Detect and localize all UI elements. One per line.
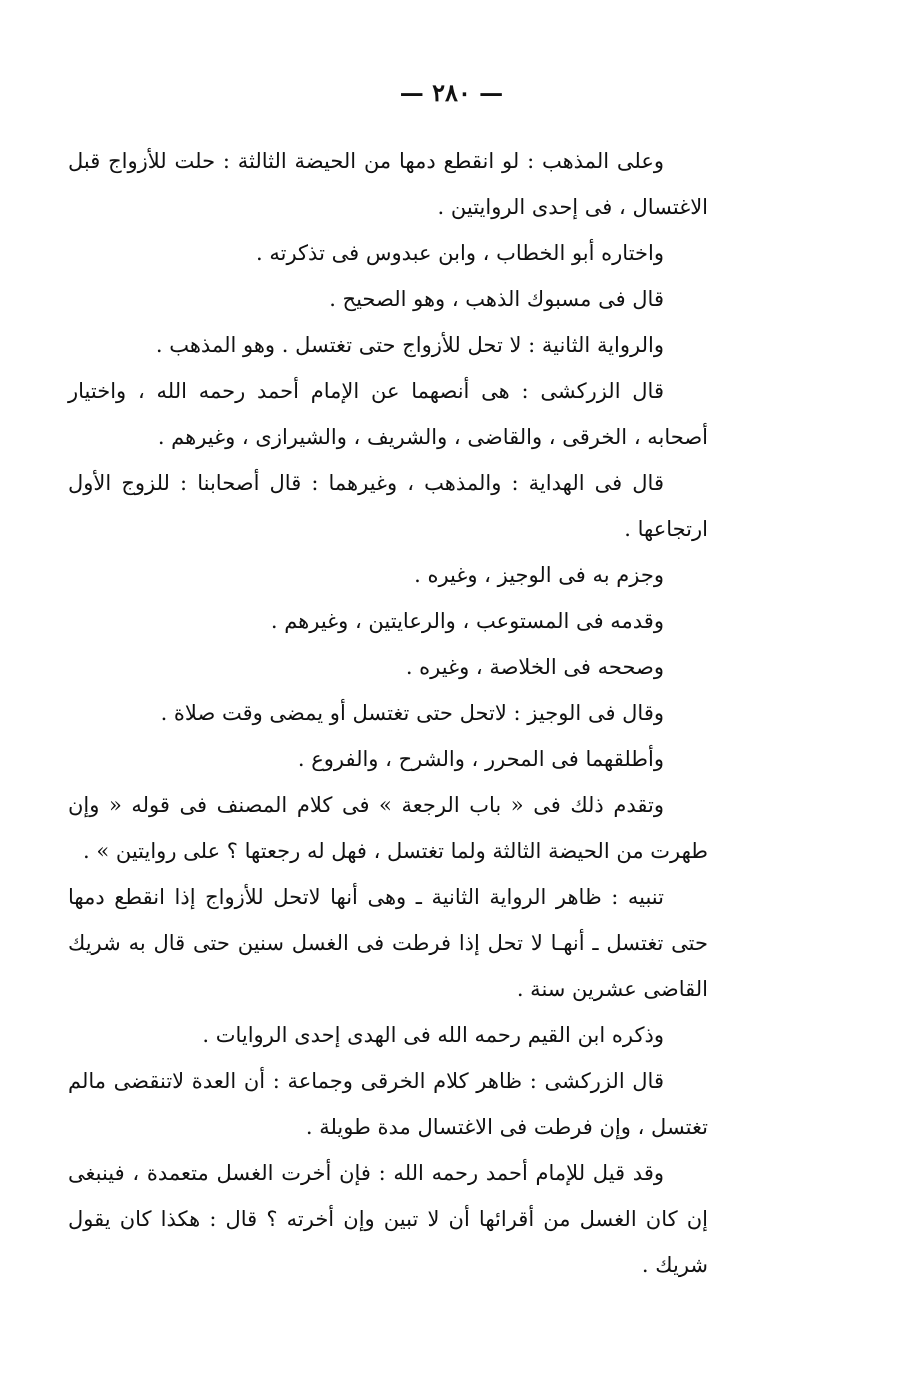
paragraph: وقدمه فى المستوعب ، والرعايتين ، وغيرهم .	[270, 609, 664, 633]
paragraph: وصححه فى الخلاصة ، وغيره .	[405, 655, 664, 679]
paragraph: تنبيه : ظاهر الرواية الثانية ـ وهى أنها لاتحل للأزواج إذا انقطع دمها حتى تغتسل ـ أنهـا لا تحل إذا فرطت فى الغسل سنين حتى قال به شريك القاضى عشرين سنة .	[68, 885, 708, 1001]
paragraph: وأطلقهما فى المحرر ، والشرح ، والفروع .	[297, 747, 664, 771]
paragraph: واختاره أبو الخطاب ، وابن عبدوس فى تذكرته .	[256, 241, 664, 265]
paragraph: وذكره ابن القيم رحمه الله فى الهدى إحدى الروايات .	[202, 1023, 664, 1047]
paragraph: قال فى مسبوك الذهب ، وهو الصحيح .	[329, 287, 664, 311]
paragraph: وجزم به فى الوجيز ، وغيره .	[414, 563, 664, 587]
paragraph: وقد قيل للإمام أحمد رحمه الله : فإن أخرت الغسل متعمدة ، فينبغى إن كان الغسل من أقرائها أن لا تبين وإن أخرته ؟ قال : هكذا كان يقول شريك .	[68, 1161, 708, 1277]
paragraph: قال الزركشى : ظاهر كلام الخرقى وجماعة : أن العدة لاتنقضى مالم تغتسل ، وإن فرطت فى الاغتسال مدة طويلة .	[68, 1069, 708, 1139]
paragraph: والرواية الثانية : لا تحل للأزواج حتى تغتسل . وهو المذهب .	[155, 333, 664, 357]
paragraph: وعلى المذهب : لو انقطع دمها من الحيضة الثالثة : حلت للأزواج قبل الاغتسال ، فى إحدى الروايتين .	[68, 149, 708, 219]
paragraph: وتقدم ذلك فى « باب الرجعة » فى كلام المصنف فى قوله « وإن طهرت من الحيضة الثالثة ولما تغتسل ، فهل له رجعتها ؟ على روايتين » .	[68, 793, 708, 863]
paragraph: قال فى الهداية : والمذهب ، وغيرهما : قال أصحابنا : للزوج الأول ارتجاعها .	[68, 471, 708, 541]
paragraph: وقال فى الوجيز : لاتحل حتى تغتسل أو يمضى وقت صلاة .	[160, 701, 664, 725]
paragraph: قال الزركشى : هى أنصهما عن الإمام أحمد رحمه الله ، واختيار أصحابه ، الخرقى ، والقاضى ، والشريف ، والشيرازى ، وغيرهم .	[68, 379, 708, 449]
page-number: — ٢٨٠ —	[399, 78, 504, 107]
body-text	[68, 138, 708, 1288]
